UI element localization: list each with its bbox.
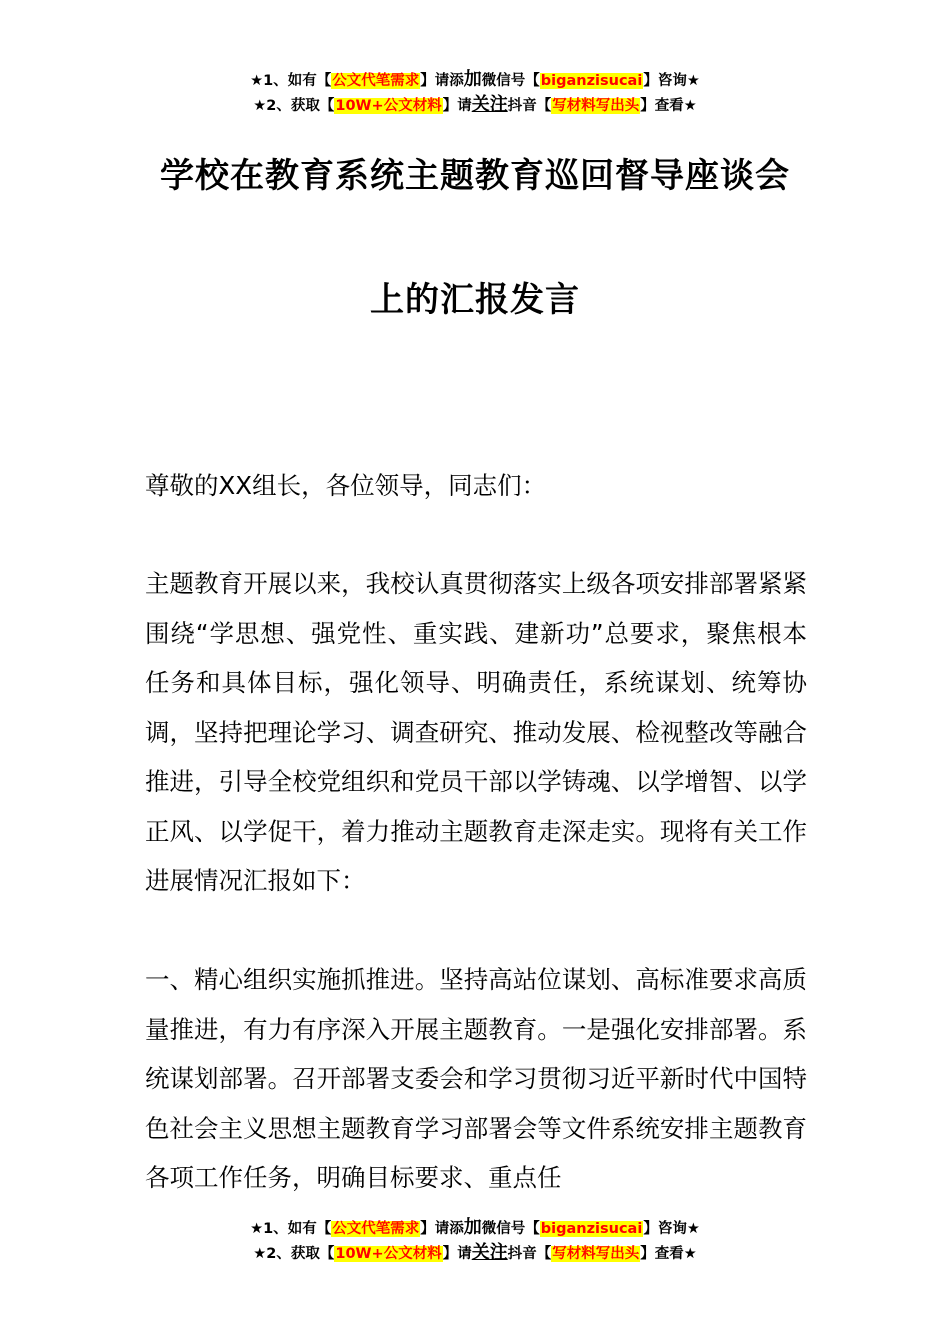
banner-text: 微信号【 xyxy=(481,73,540,89)
banner-line-1 xyxy=(0,68,950,93)
salutation-text: 尊敬的XX组长，各位领导，同志们： xyxy=(145,471,547,500)
banner-highlight-douyin: 写材料写出头 xyxy=(552,98,640,114)
banner-line-2 xyxy=(0,1241,950,1266)
banner-highlight: 10W+公文材料 xyxy=(335,98,442,114)
paragraph-section-1 xyxy=(145,955,807,1203)
document-title-line-1: 学校在教育系统主题教育巡回督导座谈会 xyxy=(160,156,790,196)
banner-text: 】请添 xyxy=(420,73,464,89)
document-title-line-2: 上的汇报发言 xyxy=(370,280,580,320)
banner-text: ★2、获取【 xyxy=(253,1246,335,1262)
banner-text: 微信号【 xyxy=(481,1221,540,1237)
banner-text: 抖音【 xyxy=(507,98,552,114)
banner-text: 】查看★ xyxy=(640,98,697,114)
banner-text: ★2、获取【 xyxy=(253,98,335,114)
paragraph-intro xyxy=(145,559,807,906)
banner-highlight-wechat: biganzisucai xyxy=(540,73,643,89)
banner-emphasis: 加 xyxy=(463,1217,482,1238)
banner-highlight: 公文代笔需求 xyxy=(332,73,420,89)
banner-highlight-douyin: 写材料写出头 xyxy=(552,1246,640,1262)
banner-text: ★1、如有【 xyxy=(250,73,332,89)
header-banner xyxy=(0,68,950,118)
banner-text: ★1、如有【 xyxy=(250,1221,332,1237)
banner-text: 】查看★ xyxy=(640,1246,697,1262)
banner-highlight-wechat: biganzisucai xyxy=(540,1221,643,1237)
footer-banner xyxy=(0,1216,950,1266)
salutation xyxy=(145,461,807,511)
banner-text: 】咨询★ xyxy=(643,1221,700,1237)
banner-emphasis: 关注 xyxy=(471,1242,508,1263)
banner-text: 】请 xyxy=(442,98,472,114)
banner-emphasis: 加 xyxy=(463,69,482,90)
banner-text: 】咨询★ xyxy=(643,73,700,89)
banner-highlight: 公文代笔需求 xyxy=(332,1221,420,1237)
banner-text: 】请 xyxy=(442,1246,472,1262)
paragraph-text: 主题教育开展以来，我校认真贯彻落实上级各项安排部署紧紧围绕“学思想、强党性、重实践、建新功”总要求，聚焦根本任务和具体目标，强化领导、明确责任，系统谋划、统筹协调，坚持把理论学习、调查研究、推动发展、检视整改等融合推进，引导全校党组织和党员干部以学铸魂、以学增智、以学正风、以学促干，着力推动主题教育走深走实。现将有关工作进展情况汇报如下： xyxy=(145,569,807,895)
banner-text: 】请添 xyxy=(420,1221,464,1237)
banner-line-1 xyxy=(0,1216,950,1241)
banner-emphasis: 关注 xyxy=(471,94,508,115)
banner-highlight: 10W+公文材料 xyxy=(335,1246,442,1262)
banner-text: 抖音【 xyxy=(507,1246,552,1262)
banner-line-2 xyxy=(0,93,950,118)
paragraph-text: 一、精心组织实施抓推进。坚持高站位谋划、高标准要求高质量推进，有力有序深入开展主题教育。一是强化安排部署。系统谋划部署。召开部署支委会和学习贯彻习近平新时代中国特色社会主义思想主题教育学习部署会等文件系统安排主题教育各项工作任务，明确目标要求、重点任 xyxy=(145,965,807,1192)
